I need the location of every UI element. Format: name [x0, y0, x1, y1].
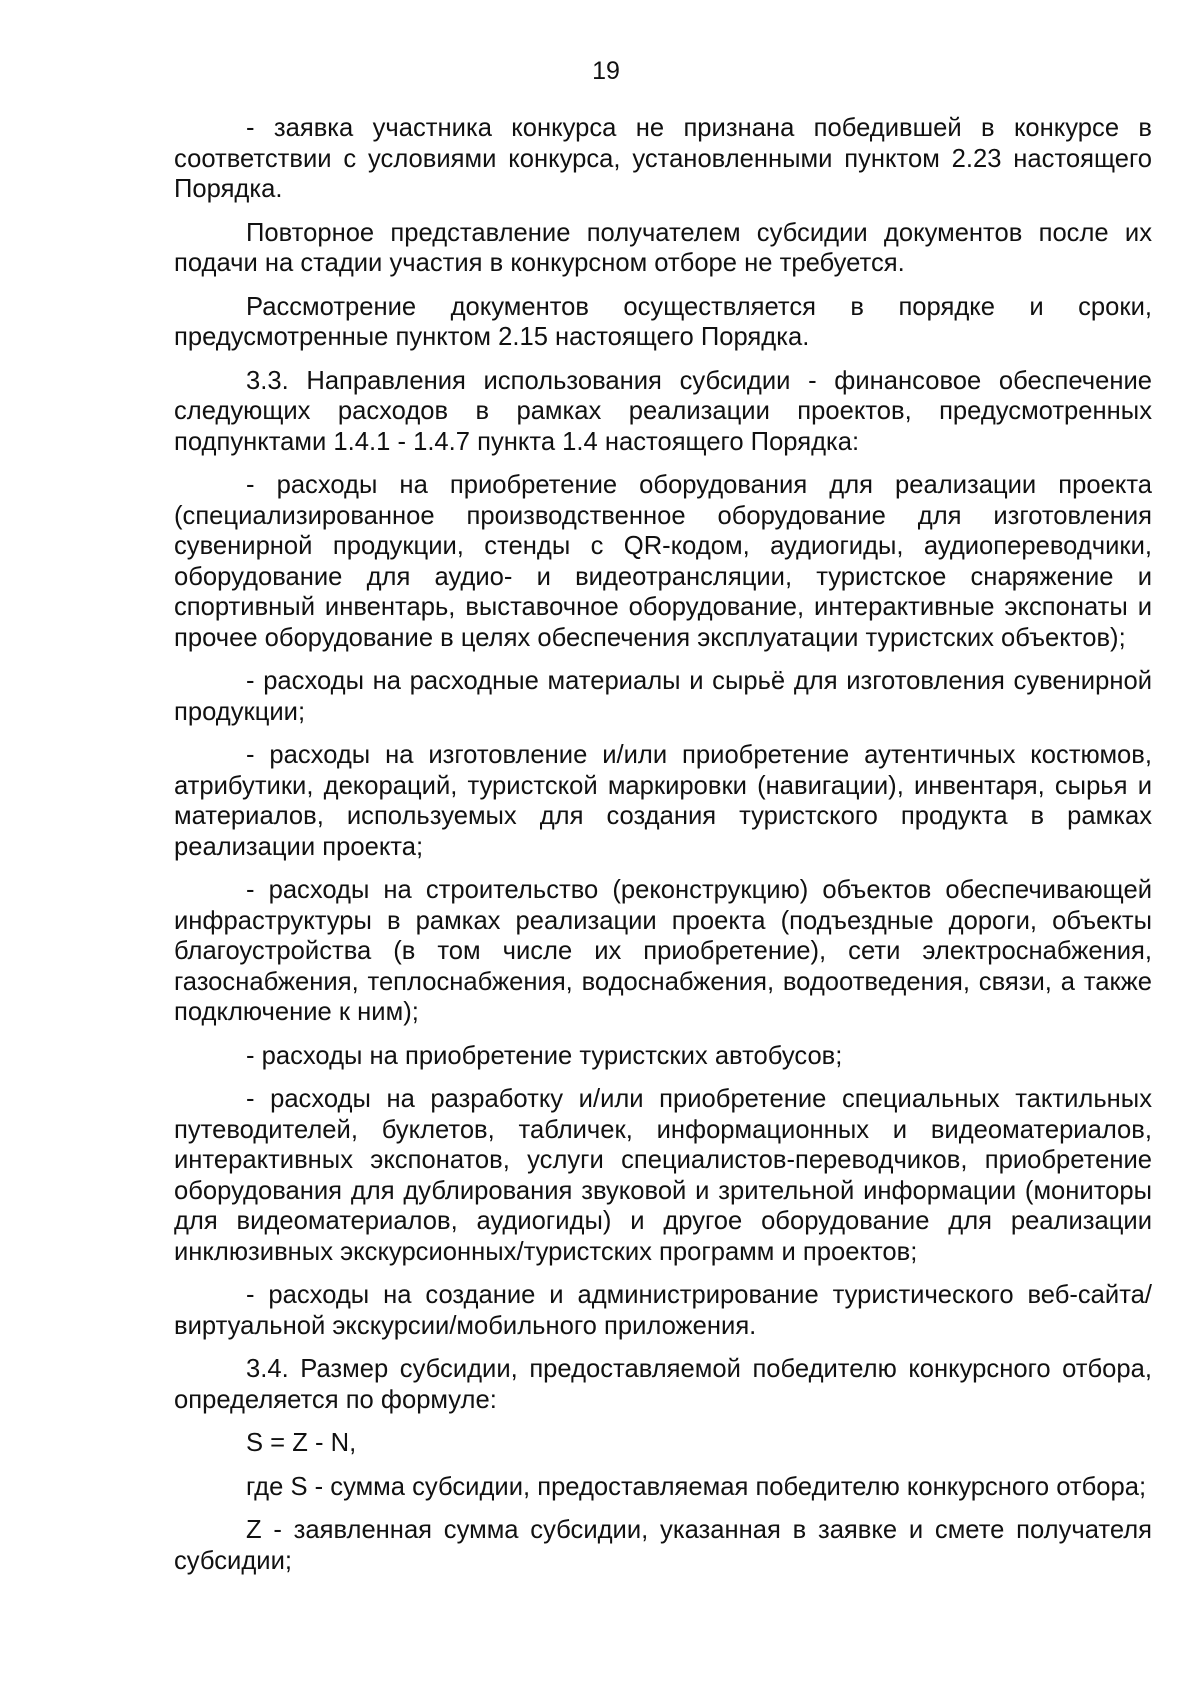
paragraph-resubmission-not-required: Повторное представление получателем субсидии документов после их подачи на стадии участия в конкурсном отборе не требуется.: [174, 218, 1152, 277]
document-body: [174, 113, 1152, 1589]
list-item-equipment-expenses: - расходы на приобретение оборудования для реализации проекта (специализированное производственное оборудование для изготовления сувенирной продукции, стенды с QR-кодом, аудиогиды, аудиопереводчики, оборудование для аудио- и видеотрансляции, туристское снаряжение и спортивный инвентарь, выставочное оборудование, интерактивные экспонаты и прочее оборудование в целях обеспечения эксплуатации туристских объектов);: [174, 471, 1152, 652]
list-item-buses-expenses: - расходы на приобретение туристских автобусов;: [246, 1041, 843, 1070]
formula-definition-s: где S - сумма субсидии, предоставляемая победителю конкурсного отбора;: [246, 1472, 1147, 1501]
paragraph-application-not-winner: - заявка участника конкурса не признана победившей в конкурсе в соответствии с условиями конкурса, установленными пунктом 2.23 настоящего Порядка.: [174, 114, 1152, 203]
list-item-website-expenses: - расходы на создание и администрирование туристического веб-сайта/виртуальной экскурсии/мобильного приложения.: [174, 1281, 1152, 1340]
page-number: 19: [592, 57, 620, 85]
list-item-infrastructure-expenses: - расходы на строительство (реконструкцию) объектов обеспечивающей инфраструктуры в рамках реализации проекта (подъездные дороги, объекты благоустройства (в том числе их приобретение), сети электроснабжения, газоснабжения, теплоснабжения, водоснабжения, водоотведения, связи, а также подключение к ним);: [174, 876, 1152, 1026]
paragraph-document-review: Рассмотрение документов осуществляется в порядке и сроки, предусмотренные пунктом 2.15 настоящего Порядка.: [174, 292, 1152, 351]
list-item-inclusive-expenses: - расходы на разработку и/или приобретение специальных тактильных путеводителей, буклетов, табличек, информационных и видеоматериалов, интерактивных экспонатов, услуги специалистов-переводчиков, приобретение оборудования для дублирования звуковой и зрительной информации (мониторы для видеоматериалов, аудиогиды) и другое оборудование для реализации инклюзивных экскурсионных/туристских программ и проектов;: [174, 1085, 1152, 1266]
subsidy-formula: S = Z - N,: [246, 1429, 357, 1457]
list-item-materials-expenses: - расходы на расходные материалы и сырьё для изготовления сувенирной продукции;: [174, 667, 1152, 726]
paragraph-section-3-4: 3.4. Размер субсидии, предоставляемой победителю конкурсного отбора, определяется по формуле:: [174, 1355, 1152, 1414]
formula-definition-z: Z - заявленная сумма субсидии, указанная в заявке и смете получателя субсидии;: [174, 1516, 1152, 1575]
paragraph-section-3-3: 3.3. Направления использования субсидии - финансовое обеспечение следующих расходов в рамках реализации проектов, предусмотренных подпунктами 1.4.1 - 1.4.7 пункта 1.4 настоящего Порядка:: [174, 366, 1152, 456]
list-item-costumes-expenses: - расходы на изготовление и/или приобретение аутентичных костюмов, атрибутики, декораций, туристской маркировки (навигации), инвентаря, сырья и материалов, используемых для создания туристского продукта в рамках реализации проекта;: [174, 741, 1152, 861]
